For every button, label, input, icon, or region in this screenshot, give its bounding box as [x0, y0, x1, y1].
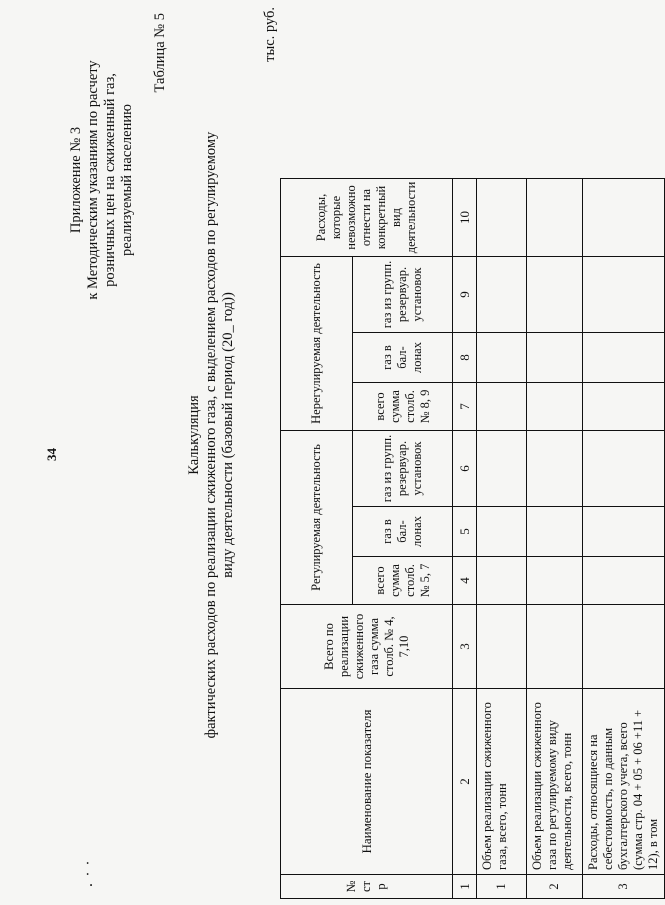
- header-regulated-cylinders: газ в бал-лонах: [353, 507, 453, 557]
- row-indicator-name: Объем реализации сжиженного газа, всего, тонн: [477, 689, 527, 875]
- header-indicator-name: Наименование показателя: [281, 689, 453, 875]
- header-row-1: [281, 179, 353, 899]
- data-cell: [527, 333, 583, 383]
- title-line-1: Калькуляция: [186, 395, 202, 475]
- calculation-table: [280, 178, 665, 899]
- column-number: 5: [453, 507, 477, 557]
- row-indicator-name: Расходы, относящиеся на себестоимость, по данным бухгалтерского учета, всего (сумма стр. 04 + 05 + 06 +11 + 12), в том: [583, 689, 665, 875]
- data-cell: [477, 257, 527, 333]
- column-number: 1: [453, 875, 477, 899]
- appendix-line-2: к Методическим указаниям по расчету: [85, 60, 101, 300]
- corner-mark: · ˙ ˙: [84, 859, 98, 887]
- row-number: 2: [527, 875, 583, 899]
- data-cell: [477, 179, 527, 257]
- data-cell: [583, 431, 665, 507]
- header-regulated-total: всего сумма столб. № 5, 7: [353, 557, 453, 605]
- column-number: 10: [453, 179, 477, 257]
- document-title: [186, 85, 237, 785]
- data-cell: [527, 383, 583, 431]
- header-unregulated-total: всего сумма столб. № 8, 9: [353, 383, 453, 431]
- row-number: 3: [583, 875, 665, 899]
- data-cell: [583, 507, 665, 557]
- data-cell: [477, 557, 527, 605]
- table-row: [583, 179, 665, 899]
- header-regulated: Регулируемая деятельность: [281, 431, 353, 605]
- data-cell: [583, 557, 665, 605]
- data-cell: [477, 383, 527, 431]
- header-total: Всего по реализации сжиженного газа сумма столб. № 4, 7,10: [281, 605, 453, 689]
- data-cell: [527, 557, 583, 605]
- table-label: Таблица № 5: [152, 13, 168, 93]
- column-number: 6: [453, 431, 477, 507]
- column-number: 4: [453, 557, 477, 605]
- appendix-line-3: розничных цен на сжиженный газ,: [102, 73, 118, 287]
- header-regulated-tanks: газ из групп. резервуар. установок: [353, 431, 453, 507]
- header-unregulated-cylinders: газ в бал-лонах: [353, 333, 453, 383]
- row-number: 1: [477, 875, 527, 899]
- data-cell: [477, 605, 527, 689]
- header-unallocated-expenses: Расходы, которые невозможно отнести на конкретный вид деятельности: [281, 179, 453, 257]
- data-cell: [583, 605, 665, 689]
- page-number: 34: [44, 448, 59, 461]
- table-row: [477, 179, 527, 899]
- data-cell: [583, 179, 665, 257]
- column-number: 9: [453, 257, 477, 333]
- header-unregulated: Нерегулируемая деятельность: [281, 257, 353, 431]
- data-cell: [527, 179, 583, 257]
- data-cell: [477, 333, 527, 383]
- appendix-line-1: Приложение № 3: [68, 126, 84, 234]
- table-row: [527, 179, 583, 899]
- title-line-3: виду деятельности (базовый период (20_ год)): [220, 292, 236, 578]
- data-cell: [583, 383, 665, 431]
- column-number: 7: [453, 383, 477, 431]
- column-numbers-row: [453, 179, 477, 899]
- data-cell: [527, 605, 583, 689]
- appendix-line-4: реализуемый населению: [119, 104, 135, 256]
- data-cell: [477, 507, 527, 557]
- units-label: тыс. руб.: [262, 7, 278, 62]
- data-cell: [527, 431, 583, 507]
- data-cell: [527, 507, 583, 557]
- column-number: 8: [453, 333, 477, 383]
- title-line-2: фактических расходов по реализации сжиженного газа, с выделением расходов по регулируемому: [203, 131, 219, 739]
- header-row-number: № ст р: [281, 875, 453, 899]
- row-indicator-name: Объем реализации сжиженного газа по регулируемому виду деятельности, всего, тонн: [527, 689, 583, 875]
- data-cell: [583, 257, 665, 333]
- column-number: 2: [453, 689, 477, 875]
- appendix-heading: [68, 15, 136, 345]
- header-unregulated-tanks: газ из групп. резервуар. установок: [353, 257, 453, 333]
- data-cell: [583, 333, 665, 383]
- column-number: 3: [453, 605, 477, 689]
- data-cell: [477, 431, 527, 507]
- data-cell: [527, 257, 583, 333]
